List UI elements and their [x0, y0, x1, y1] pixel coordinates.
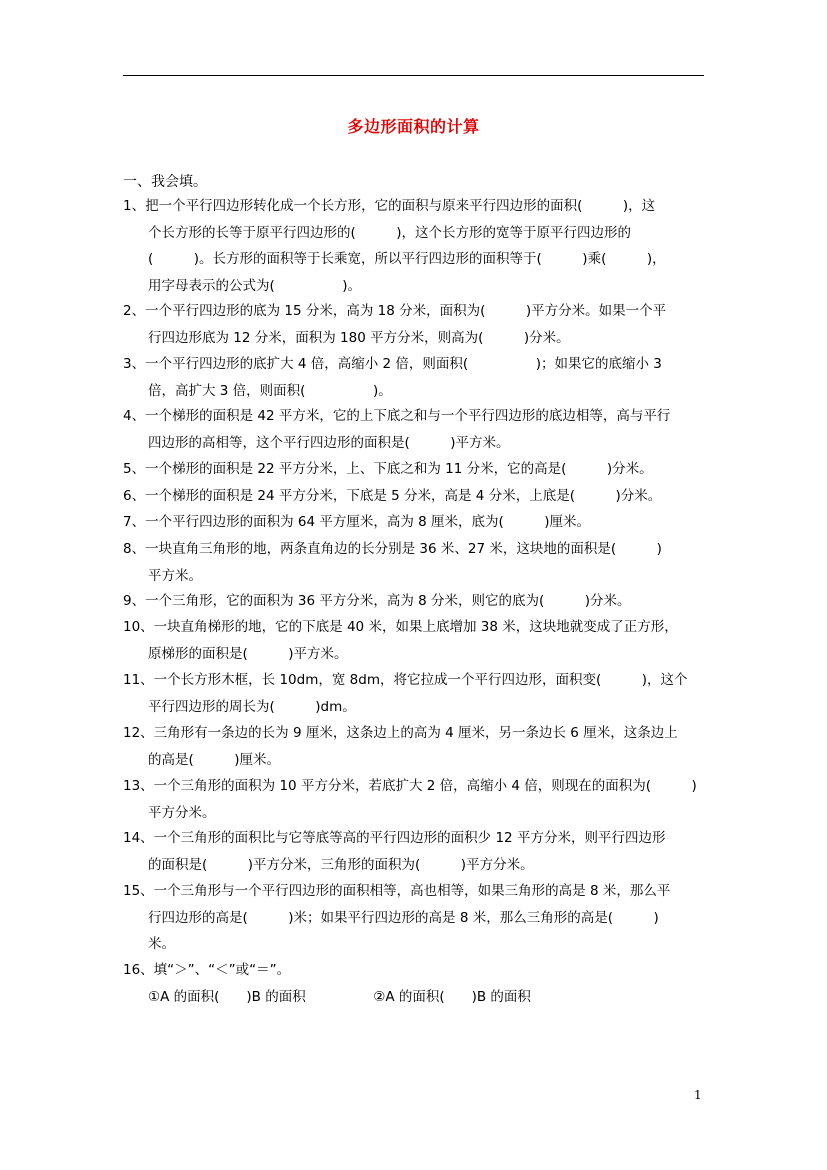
header-rule [123, 75, 704, 76]
question-item [123, 878, 713, 958]
question-item [123, 456, 713, 483]
question-line: 个长方形的长等于原平行四边形的( )，这个长方形的宽等于原平行四边形的 [148, 224, 632, 241]
question-line: 13、一个三角形的面积为 10 平方分米，若底扩大 2 倍，高缩小 4 倍，则现在的面积为( ) [123, 778, 697, 794]
question-line: 1、把一个平行四边形转化成一个长方形，它的面积与原来平行四边形的面积( )，这 [123, 198, 656, 214]
question-line: 16、填“＞”、“＜”或“＝”。 [123, 962, 291, 978]
question-line: 3、一个平行四边形的底扩大 4 倍，高缩小 2 倍，则面积( )；如果它的底缩小 3 [123, 356, 662, 372]
question-line: 行四边形底为 12 分米，面积为 180 平方分米，则高为( )分米。 [148, 329, 570, 346]
question-item [123, 351, 713, 404]
question-line: 7、一个平行四边形的面积为 64 平方厘米，高为 8 厘米，底为( )厘米。 [123, 514, 591, 530]
question-item [123, 825, 713, 878]
question-item [123, 588, 713, 615]
question-item [123, 667, 713, 720]
question-item [123, 483, 713, 510]
question-item [123, 403, 713, 456]
question-line: 14、一个三角形的面积比与它等底等高的平行四边形的面积少 12 平方分米，则平行四边形 [123, 830, 666, 846]
question-line: 的高是( )厘米。 [148, 751, 281, 768]
question-item [123, 720, 713, 773]
question-line: 6、一个梯形的面积是 24 平方分米，下底是 5 分米，高是 4 分米，上底是( )分米。 [123, 488, 662, 504]
question-line: 4、一个梯形的面积是 42 平方米，它的上下底之和与一个平行四边形的底边相等，高与平行 [123, 408, 671, 424]
question-item [123, 614, 713, 667]
question-line: 行四边形的高是( )米；如果平行四边形的高是 8 米，那么三角形的高是( ) [148, 909, 659, 926]
question-line: 平方分米。 [148, 804, 216, 821]
question-item [123, 298, 713, 351]
question-line: 5、一个梯形的面积是 22 平方分米，上、下底之和为 11 分米，它的高是( )分米。 [123, 461, 653, 477]
question-item [123, 773, 713, 826]
question-line: 原梯形的面积是( )平方米。 [148, 645, 348, 662]
question-line: 12、三角形有一条边的长为 9 厘米，这条边上的高为 4 厘米，另一条边长 6 厘米，这条边上 [123, 725, 678, 741]
question-line: 平方米。 [148, 567, 202, 584]
question-line: 8、一块直角三角形的地，两条直角边的长分别是 36 米、27 米，这块地的面积是( ) [123, 541, 662, 557]
question-item [123, 536, 713, 589]
section-heading: 一、我会填。 [123, 174, 207, 190]
page-number: 1 [694, 1088, 702, 1102]
question-line: 2、一个平行四边形的底为 15 分米，高为 18 分米，面积为( )平方分米。如果一个平 [123, 303, 667, 319]
question-line: 9、一个三角形，它的面积为 36 平方分米，高为 8 分米，则它的底为( )分米。 [123, 593, 631, 609]
question-line: 的面积是( )平方分米，三角形的面积为( )平方分米。 [148, 856, 534, 873]
question-line: 15、一个三角形与一个平行四边形的面积相等，高也相等，如果三角形的高是 8 米，那么平 [123, 883, 671, 899]
question-line: 平行四边形的周长为( )dm。 [148, 698, 356, 715]
question-line: 米。 [148, 936, 175, 952]
question-line: 倍，高扩大 3 倍，则面积( )。 [148, 382, 392, 399]
question-item [123, 193, 713, 299]
question-item [123, 957, 713, 1010]
question-line: 11、一个长方形木框，长 10dm，宽 8dm，将它拉成一个平行四边形，面积变( )，这个 [123, 672, 688, 688]
page-title: 多边形面积的计算 [347, 117, 480, 136]
question-line: 10、一块直角梯形的地，它的下底是 40 米，如果上底增加 38 米，这块地就变成了正方形， [123, 619, 678, 635]
question-line: 用字母表示的公式为( )。 [148, 277, 362, 294]
question-line: ( )。长方形的面积等于长乘宽，所以平行四边形的面积等于( )乘( )， [148, 251, 666, 267]
question-item [123, 509, 713, 536]
question-line: ①A 的面积( )B 的面积 ②A 的面积( )B 的面积 [148, 988, 531, 1005]
question-line: 四边形的高相等，这个平行四边形的面积是( )平方米。 [148, 434, 510, 451]
